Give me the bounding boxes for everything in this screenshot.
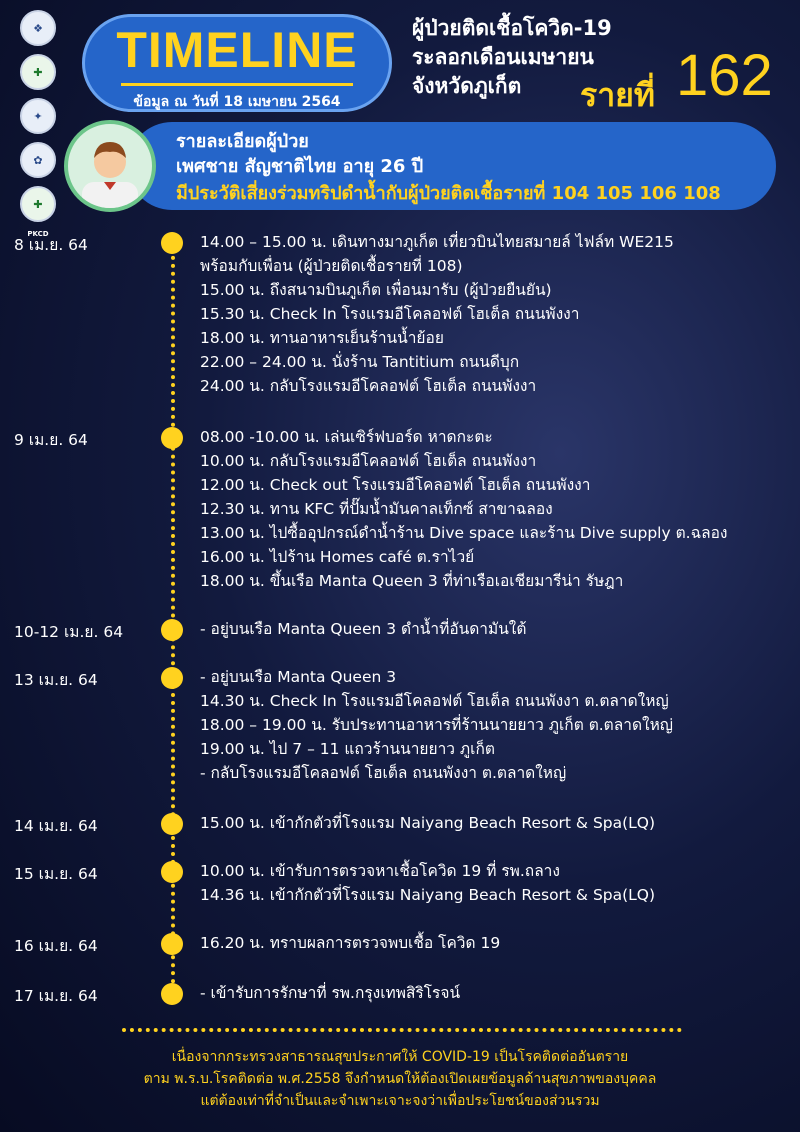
patient-heading: รายละเอียดผู้ป่วย [176,131,309,152]
timeline-date: 9 เม.ย. 64 [14,431,88,449]
timeline-event: 18.00 น. ขึ้นเรือ Manta Queen 3 ที่ท่าเรือเอเชียมารีน่า รัษฎา [200,572,624,590]
phuket-seal-icon: ✦ [20,98,56,134]
timeline-event: - อยู่บนเรือ Manta Queen 3 ดำน้ำที่อันดามันใต้ [200,620,527,638]
timeline-date: 13 เม.ย. 64 [14,671,98,689]
health-dept-logo-icon: ✚ [20,54,56,90]
title-line-1: ผู้ป่วยติดเชื้อโควิด-19 [412,16,612,40]
timeline-event: 08.00 -10.00 น. เล่นเซิร์ฟบอร์ด หาดกะตะ [200,428,493,446]
timeline-dot [161,983,183,1005]
ministry-seal-icon: ❖ [20,10,56,46]
footer-notice [0,1046,800,1112]
timeline-date: 15 เม.ย. 64 [14,865,98,883]
timeline-dot [161,933,183,955]
timeline-event: 16.20 น. ทราบผลการตรวจพบเชื้อ โควิด 19 [200,934,501,952]
timeline-entry [200,665,673,785]
provincial-seal-icon: ✿ [20,142,56,178]
timeline-entry [200,425,728,593]
timeline-event: 19.00 น. ไป 7 – 11 แถวร้านนายยาว ภูเก็ต [200,740,495,758]
timeline-entry [200,230,674,398]
timeline-event: 10.00 น. กลับโรงแรมอีโคลอฟต์ โฮเต็ล ถนนพังงา [200,452,537,470]
pkcd-logo: PKCD [27,230,49,238]
timeline-event: 12.30 น. ทาน KFC ที่ปั๊มน้ำมันคาลเท็กซ์ สาขาฉลอง [200,500,553,518]
timeline-event: 12.00 น. Check out โรงแรมอีโคลอฟต์ โฮเต็ล ถนนพังงา [200,476,591,494]
timeline-entry [200,981,460,1005]
timeline-entry [200,859,655,907]
timeline-event: 14.00 – 15.00 น. เดินทางมาภูเก็ต เที่ยวบินไทยสมายล์ ไฟล์ท WE215 [200,233,674,251]
timeline-date: 10-12 เม.ย. 64 [14,623,124,641]
timeline-event: 18.00 – 19.00 น. รับประทานอาหารที่ร้านนายยาว ภูเก็ต ต.ตลาดใหญ่ [200,716,674,734]
banner-title: TIMELINE [116,22,358,78]
timeline-event: 10.00 น. เข้ารับการตรวจหาเชื้อโควิด 19 ที่ รพ.ถลาง [200,862,560,880]
footer-line-2: ตาม พ.ร.บ.โรคติดต่อ พ.ศ.2558 จึงกำหนดให้ต้องเปิดเผยข้อมูลด้านสุขภาพของบุคคล [143,1071,657,1087]
case-number: 162 [676,43,773,108]
timeline-event: 15.00 น. ถึงสนามบินภูเก็ต เพื่อนมารับ (ผู้ป่วยยืนยัน) [200,281,552,299]
timeline-event: 24.00 น. กลับโรงแรมอีโคลอฟต์ โฮเต็ล ถนนพังงา [200,377,537,395]
hospital-logo-icon: ✚ [20,186,56,222]
patient-avatar-icon [64,120,156,212]
case-label: รายที่ [580,76,655,114]
patient-risk: มีประวัติเสี่ยงร่วมทริปดำน้ำกับผู้ป่วยติดเชื้อรายที่ 104 105 106 108 [176,183,721,204]
timeline-dot [161,427,183,449]
title-line-2: ระลอกเดือนเมษายน [412,45,594,69]
patient-info: เพศชาย สัญชาติไทย อายุ 26 ปี [176,156,424,177]
timeline-event: 14.36 น. เข้ากักตัวที่โรงแรม Naiyang Beach Resort & Spa(LQ) [200,886,656,904]
timeline-event: 18.00 น. ทานอาหารเย็นร้านน้ำย้อย [200,329,444,347]
timeline-event: 16.00 น. ไปร้าน Homes café ต.ราไวย์ [200,548,475,566]
timeline-date: 17 เม.ย. 64 [14,987,98,1005]
timeline-entry [200,811,655,835]
banner-underline [121,83,353,86]
timeline-event: - กลับโรงแรมอีโคลอฟต์ โฮเต็ล ถนนพังงา ต.ตลาดใหญ่ [200,764,567,782]
timeline-dot [161,619,183,641]
timeline-dot [161,232,183,254]
footer-line-1: เนื่องจากกระทรวงสาธารณสุขประกาศให้ COVID-19 เป็นโรคติดต่ออันตราย [171,1049,629,1065]
timeline-event: 14.30 น. Check In โรงแรมอีโคลอฟต์ โฮเต็ล ถนนพังงา ต.ตลาดใหญ่ [200,692,669,710]
timeline-event: 22.00 – 24.00 น. นั่งร้าน Tantitium ถนนดีบุก [200,353,520,371]
timeline-date: 14 เม.ย. 64 [14,817,98,835]
timeline-event: - อยู่บนเรือ Manta Queen 3 [200,668,397,686]
title-line-3: จังหวัดภูเก็ต [412,74,522,98]
banner-date: ข้อมูล ณ วันที่ 18 เมษายน 2564 [133,94,341,110]
timeline-dot [161,861,183,883]
timeline-event: 13.00 น. ไปซื้ออุปกรณ์ดำน้ำร้าน Dive space และร้าน Dive supply ต.ฉลอง [200,524,728,542]
timeline-banner [82,14,392,112]
timeline-date: 8 เม.ย. 64 [14,236,88,254]
timeline-entry [200,617,526,641]
logo-column [18,10,58,238]
timeline-event: - เข้ารับการรักษาที่ รพ.กรุงเทพสิริโรจน์ [200,984,461,1002]
timeline-dot [161,667,183,689]
footer-divider [122,1028,682,1032]
timeline-event: พร้อมกับเพื่อน (ผู้ป่วยติดเชื้อรายที่ 108) [200,257,463,275]
footer-line-3: แต่ต้องเท่าที่จำเป็นและจำเพาะเจาะจงว่าเพื่อประโยชน์ของส่วนรวม [200,1093,600,1109]
timeline-entry [200,931,500,955]
timeline-date: 16 เม.ย. 64 [14,937,98,955]
timeline-dot [161,813,183,835]
timeline-event: 15.30 น. Check In โรงแรมอีโคลอฟต์ โฮเต็ล ถนนพังงา [200,305,580,323]
timeline-event: 15.00 น. เข้ากักตัวที่โรงแรม Naiyang Beach Resort & Spa(LQ) [200,814,656,832]
